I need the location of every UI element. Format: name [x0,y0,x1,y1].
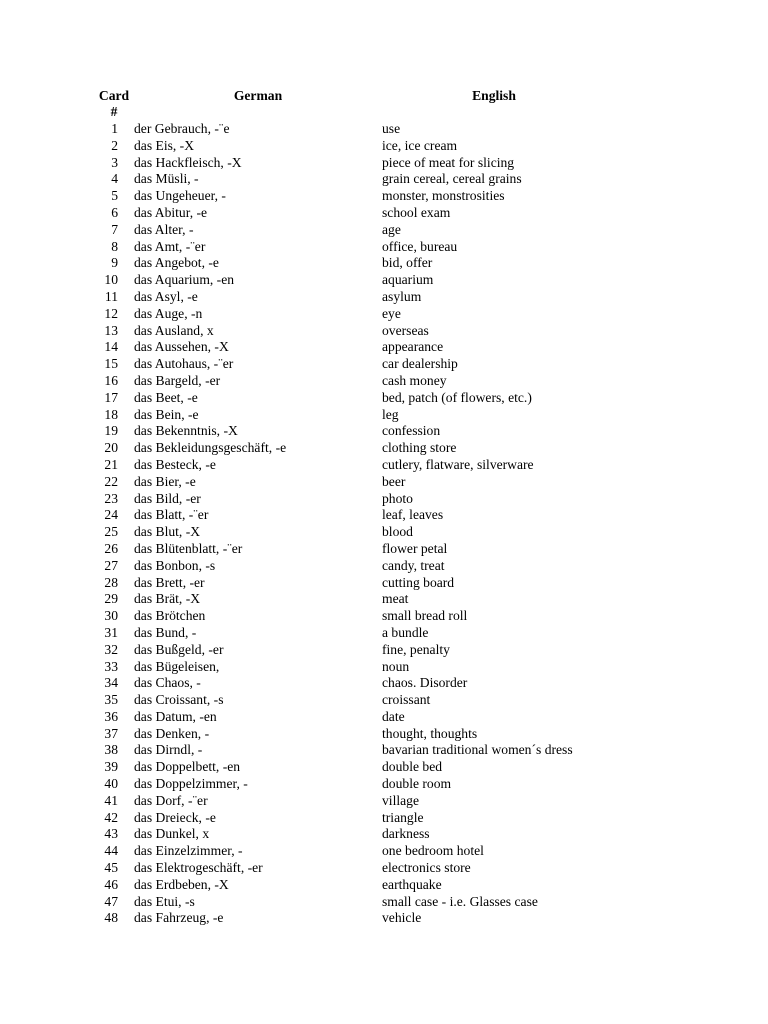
german-word: das Datum, -en [134,708,217,724]
card-number: 16 [104,372,118,388]
table-row [0,894,768,911]
table-row [0,860,768,877]
english-translation: clothing store [382,440,457,456]
german-word: das Hackfleisch, -X [134,154,242,170]
card-number: 38 [104,742,118,758]
card-number: 47 [104,893,118,909]
table-row [0,642,768,659]
german-word: das Amt, -¨er [134,238,206,254]
english-translation: small bread roll [382,608,468,624]
english-translation: bavarian traditional women´s dress [382,742,573,758]
table-row [0,675,768,692]
english-translation: double bed [382,759,443,775]
english-translation: triangle [382,809,424,825]
german-word: das Abitur, -e [134,204,208,220]
german-word: das Blatt, -¨er [134,507,209,523]
german-word: das Erdbeben, -X [134,876,229,892]
german-word: das Ungeheuer, - [134,188,226,204]
english-translation: thought, thoughts [382,725,478,741]
table-row [0,726,768,743]
card-number: 46 [104,876,118,892]
english-translation: grain cereal, cereal grains [382,171,522,187]
table-row [0,171,768,188]
card-number: 6 [111,204,118,220]
table-row [0,239,768,256]
card-number: 4 [111,171,118,187]
german-word: das Bonbon, -s [134,557,216,573]
german-word: das Autohaus, -¨er [134,356,234,372]
table-row [0,474,768,491]
german-word: das Bargeld, -er [134,372,221,388]
card-number: 5 [111,188,118,204]
german-word: das Brät, -X [134,591,201,607]
card-number: 17 [104,389,118,405]
table-row [0,373,768,390]
table-row [0,390,768,407]
card-number: 30 [104,608,118,624]
english-translation: date [382,708,405,724]
card-number: 22 [104,473,118,489]
german-word: das Angebot, -e [134,255,219,271]
table-row [0,558,768,575]
card-number: 32 [104,641,118,657]
german-word: das Croissant, -s [134,692,224,708]
table-row [0,138,768,155]
card-number: 1 [111,121,118,136]
table-row [0,289,768,306]
german-word: das Dunkel, x [134,826,210,842]
german-word: das Blütenblatt, -¨er [134,540,243,556]
card-number: 8 [111,238,118,254]
card-header-line1: Card [98,88,130,103]
card-number: 23 [104,490,118,506]
table-row [0,810,768,827]
english-column-header: English [472,88,516,103]
table-row [0,709,768,726]
vocabulary-table-body [0,121,768,927]
german-word: das Fahrzeug, -e [134,910,224,926]
card-number-column-header [96,88,132,120]
german-word: das Brett, -er [134,574,205,590]
card-number: 27 [104,557,118,573]
german-word: das Besteck, -e [134,456,216,472]
english-translation: cutting board [382,574,455,590]
german-word: das Dreieck, -e [134,809,216,825]
table-row [0,356,768,373]
card-number: 42 [104,809,118,825]
card-number: 35 [104,692,118,708]
table-row [0,155,768,172]
english-translation: cash money [382,372,447,388]
english-translation: chaos. Disorder [382,675,468,691]
card-number: 48 [104,910,118,926]
card-number: 14 [104,339,118,355]
english-translation: confession [382,423,441,439]
german-word: das Müsli, - [134,171,199,187]
english-translation: aquarium [382,272,434,288]
table-row [0,121,768,138]
english-translation: croissant [382,692,431,708]
table-row [0,440,768,457]
german-word: das Bußgeld, -er [134,641,224,657]
table-row [0,457,768,474]
card-number: 19 [104,423,118,439]
english-translation: age [382,221,401,237]
german-word: das Denken, - [134,725,210,741]
card-number: 24 [104,507,118,523]
german-word: das Dorf, -¨er [134,792,208,808]
english-translation: darkness [382,826,430,842]
english-translation: cutlery, flatware, silverware [382,456,534,472]
card-number: 37 [104,725,118,741]
english-translation: leg [382,406,399,422]
card-number: 12 [104,305,118,321]
table-row [0,541,768,558]
german-word: das Doppelbett, -en [134,759,241,775]
card-number: 26 [104,540,118,556]
english-translation: appearance [382,339,444,355]
english-translation: flower petal [382,540,448,556]
german-column-header: German [233,88,283,103]
table-row [0,826,768,843]
table-row [0,272,768,289]
card-number: 45 [104,860,118,876]
table-row [0,843,768,860]
table-row [0,591,768,608]
english-translation: candy, treat [382,557,445,573]
english-translation: blood [382,524,413,540]
card-number: 40 [104,776,118,792]
english-translation: bid, offer [382,255,433,271]
german-word: das Chaos, - [134,675,201,691]
english-translation: noun [382,658,410,674]
english-translation: photo [382,490,413,506]
card-number: 9 [111,255,118,271]
table-row [0,659,768,676]
card-number: 18 [104,406,118,422]
card-number: 21 [104,456,118,472]
table-row [0,793,768,810]
card-number: 33 [104,658,118,674]
german-word: das Bund, - [134,624,197,640]
table-row [0,608,768,625]
german-word: das Auge, -n [134,305,203,321]
card-number: 34 [104,675,118,691]
english-translation: car dealership [382,356,458,372]
english-translation: one bedroom hotel [382,843,484,859]
table-row [0,776,768,793]
table-row [0,339,768,356]
english-translation: small case - i.e. Glasses case [382,893,538,909]
german-word: das Bekleidungsgeschäft, -e [134,440,287,456]
card-number: 7 [111,221,118,237]
german-word: das Bügeleisen, [134,658,220,674]
english-translation: leaf, leaves [382,507,444,523]
table-row [0,205,768,222]
german-word: das Aquarium, -en [134,272,235,288]
card-header-line2: # [110,104,118,119]
german-word: das Doppelzimmer, - [134,776,248,792]
english-translation: school exam [382,204,451,220]
table-row [0,255,768,272]
card-number: 44 [104,843,118,859]
table-row [0,323,768,340]
german-word: das Etui, -s [134,893,195,909]
table-row [0,910,768,927]
english-translation: overseas [382,322,429,338]
table-row [0,742,768,759]
german-word: das Brötchen [134,608,206,624]
card-number: 43 [104,826,118,842]
english-translation: ice, ice cream [382,137,458,153]
german-word: das Einzelzimmer, - [134,843,243,859]
table-row [0,407,768,424]
card-number: 36 [104,708,118,724]
table-row [0,625,768,642]
card-number: 29 [104,591,118,607]
card-number: 11 [104,288,118,304]
card-number: 25 [104,524,118,540]
german-word: das Beet, -e [134,389,198,405]
card-number: 39 [104,759,118,775]
table-row [0,524,768,541]
table-row [0,222,768,239]
german-word: der Gebrauch, -¨e [134,121,230,136]
german-word: das Asyl, -e [134,288,198,304]
table-row [0,575,768,592]
card-number: 28 [104,574,118,590]
card-number: 10 [104,272,118,288]
english-translation: a bundle [382,624,429,640]
english-translation: use [382,121,401,136]
german-word: das Bild, -er [134,490,201,506]
english-translation: beer [382,473,406,489]
table-row [0,507,768,524]
card-number: 13 [104,322,118,338]
card-number: 3 [111,154,118,170]
english-translation: piece of meat for slicing [382,154,515,170]
table-row [0,306,768,323]
german-word: das Alter, - [134,221,194,237]
english-translation: village [382,792,419,808]
english-translation: asylum [382,288,422,304]
german-word: das Aussehen, -X [134,339,229,355]
german-word: das Dirndl, - [134,742,203,758]
card-number: 41 [104,792,118,808]
table-row [0,877,768,894]
english-translation: office, bureau [382,238,458,254]
table-row [0,491,768,508]
table-row [0,692,768,709]
german-word: das Bekenntnis, -X [134,423,238,439]
german-word: das Bier, -e [134,473,196,489]
card-number: 20 [104,440,118,456]
english-translation: meat [382,591,409,607]
english-translation: double room [382,776,452,792]
german-word: das Blut, -X [134,524,201,540]
english-translation: monster, monstrosities [382,188,505,204]
card-number: 31 [104,624,118,640]
english-translation: electronics store [382,860,471,876]
english-translation: vehicle [382,910,422,926]
german-word: das Bein, -e [134,406,199,422]
table-row [0,759,768,776]
table-header [0,88,768,122]
english-translation: bed, patch (of flowers, etc.) [382,389,532,405]
table-row [0,423,768,440]
german-word: das Ausland, x [134,322,214,338]
english-translation: earthquake [382,876,442,892]
card-number: 2 [111,137,118,153]
english-translation: eye [382,305,401,321]
german-word: das Elektrogeschäft, -er [134,860,263,876]
english-translation: fine, penalty [382,641,450,657]
german-word: das Eis, -X [134,137,195,153]
table-row [0,188,768,205]
card-number: 15 [104,356,118,372]
